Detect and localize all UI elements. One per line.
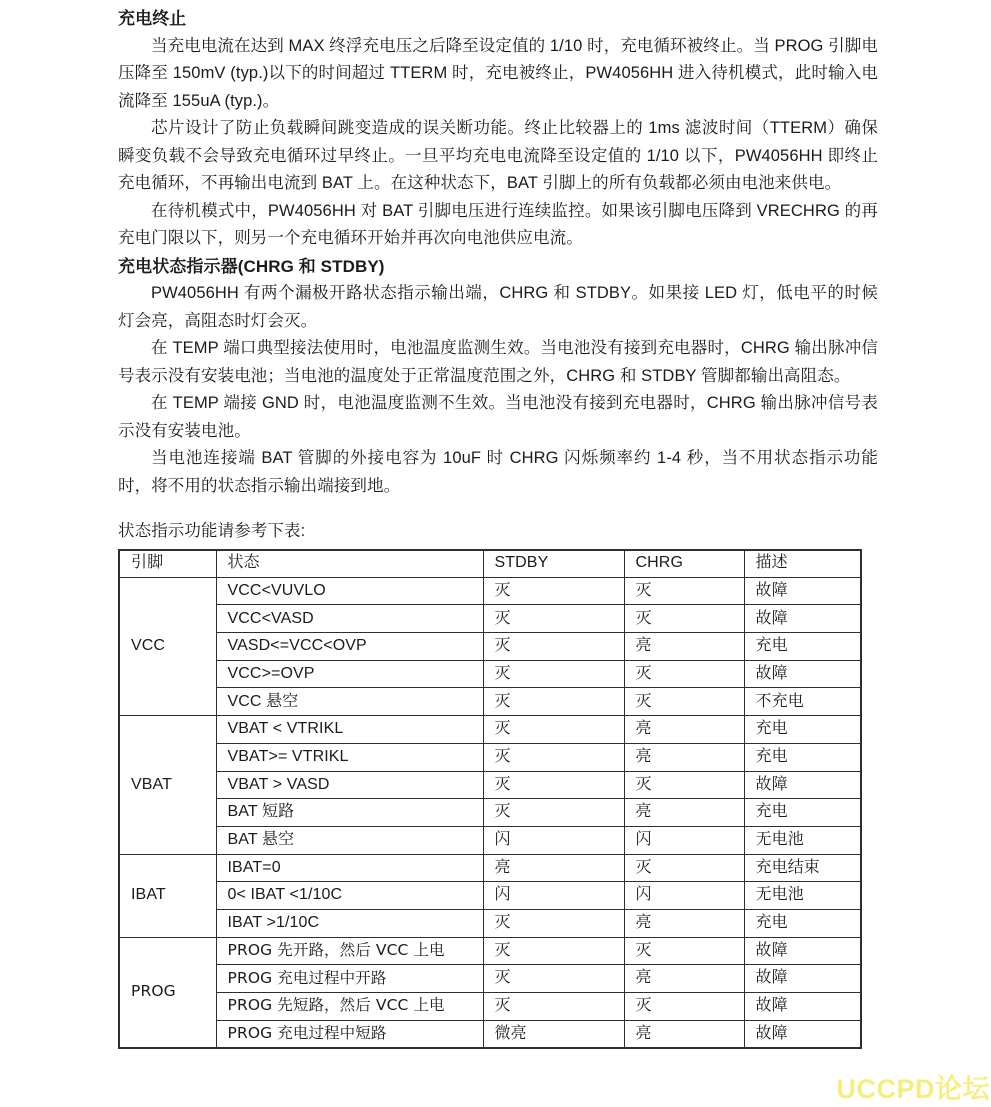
table-cell: 充电 xyxy=(744,799,861,827)
table-cell: 灭 xyxy=(624,854,744,882)
state-cell: VBAT>= VTRIKL xyxy=(216,743,483,771)
table-row xyxy=(119,937,861,965)
table-cell: 充电 xyxy=(744,716,861,744)
table-cell: 故障 xyxy=(744,965,861,993)
table-cell: 故障 xyxy=(744,577,861,605)
section-heading: 充电状态指示器(CHRG 和 STDBY) xyxy=(118,256,385,276)
table-cell: 亮 xyxy=(483,854,624,882)
table-header-cell: 描述 xyxy=(744,550,861,578)
table-cell: 闪 xyxy=(624,882,744,910)
table-header-row xyxy=(119,550,861,578)
state-cell: IBAT=0 xyxy=(216,854,483,882)
table-header-cell: 引脚 xyxy=(119,550,216,578)
state-cell: IBAT >1/10C xyxy=(216,909,483,937)
state-cell: VBAT > VASD xyxy=(216,771,483,799)
table-cell: 灭 xyxy=(483,660,624,688)
table-row xyxy=(119,882,861,910)
table-cell: 亮 xyxy=(624,799,744,827)
table-cell: 灭 xyxy=(483,993,624,1021)
table-cell: 灭 xyxy=(483,743,624,771)
state-cell: 0< IBAT <1/10C xyxy=(216,882,483,910)
table-cell: 无电池 xyxy=(744,826,861,854)
table-cell: 灭 xyxy=(624,577,744,605)
table-cell: 故障 xyxy=(744,993,861,1021)
table-cell: 亮 xyxy=(624,633,744,661)
table-cell: 亮 xyxy=(624,1020,744,1048)
table-cell: 闪 xyxy=(483,882,624,910)
pin-cell: VCC xyxy=(119,577,216,715)
table-row xyxy=(119,854,861,882)
table-cell: 灭 xyxy=(624,605,744,633)
table-cell: 充电 xyxy=(744,633,861,661)
table-intro-line: 状态指示功能请参考下表: xyxy=(118,522,306,540)
table-cell: 灭 xyxy=(483,937,624,965)
body-paragraph: 当充电电流在达到 MAX 终浮充电压之后降至设定值的 1/10 时，充电循环被终止。当 PROG 引脚电压降至 150mV (typ.)以下的时间超过 TTERM 时，充电被终止，PW4056HH 进入待机模式，此时输入电流降至 155uA (typ.)。 xyxy=(118,36,878,110)
table-cell: 闪 xyxy=(483,826,624,854)
section-heading: 充电终止 xyxy=(118,9,187,28)
table-header-cell: CHRG xyxy=(624,550,744,578)
table-row xyxy=(119,716,861,744)
table-header-cell: 状态 xyxy=(216,550,483,578)
table-cell: 灭 xyxy=(624,660,744,688)
table-cell: 灭 xyxy=(624,771,744,799)
table-cell: 灭 xyxy=(483,688,624,716)
state-cell: VCC 悬空 xyxy=(216,688,483,716)
state-cell: VBAT < VTRIKL xyxy=(216,716,483,744)
table-cell: 灭 xyxy=(483,605,624,633)
table-cell: 亮 xyxy=(624,965,744,993)
table-cell: 不充电 xyxy=(744,688,861,716)
body-paragraph: 在 TEMP 端接 GND 时，电池温度监测不生效。当电池没有接到充电器时，CHRG 输出脉冲信号表示没有安装电池。 xyxy=(118,394,878,440)
table-row xyxy=(119,605,861,633)
pin-cell: PROG xyxy=(119,937,216,1048)
table-cell: 灭 xyxy=(483,771,624,799)
table-row xyxy=(119,660,861,688)
table-row xyxy=(119,799,861,827)
state-cell: PROG 充电过程中开路 xyxy=(216,965,483,993)
watermark: UCCPD论坛 xyxy=(836,1074,990,1104)
table-cell: 充电 xyxy=(744,909,861,937)
body-paragraph: 当电池连接端 BAT 管脚的外接电容为 10uF 时 CHRG 闪烁频率约 1-4 秒，当不用状态指示功能时，将不用的状态指示输出端接到地。 xyxy=(118,449,878,495)
table-row xyxy=(119,771,861,799)
table-cell: 闪 xyxy=(624,826,744,854)
table-body xyxy=(119,577,861,1048)
table-row xyxy=(119,826,861,854)
table-cell: 灭 xyxy=(483,909,624,937)
state-cell: VCC<VASD xyxy=(216,605,483,633)
body-paragraph: PW4056HH 有两个漏极开路状态指示输出端，CHRG 和 STDBY。如果接 LED 灯，低电平的时候灯会亮，高阻态时灯会灭。 xyxy=(118,284,878,330)
table-cell: 微亮 xyxy=(483,1020,624,1048)
table-cell: 灭 xyxy=(483,577,624,605)
state-cell: BAT 短路 xyxy=(216,799,483,827)
table-row xyxy=(119,577,861,605)
table-header-cell: STDBY xyxy=(483,550,624,578)
state-cell: VCC<VUVLO xyxy=(216,577,483,605)
text-sections xyxy=(118,5,878,500)
table-cell: 故障 xyxy=(744,660,861,688)
state-cell: PROG 先短路，然后 VCC 上电 xyxy=(216,993,483,1021)
table-cell: 灭 xyxy=(624,688,744,716)
document-body xyxy=(118,5,878,1049)
table-row xyxy=(119,633,861,661)
table-cell: 灭 xyxy=(624,937,744,965)
table-row xyxy=(119,688,861,716)
body-paragraph: 在待机模式中，PW4056HH 对 BAT 引脚电压进行连续监控。如果该引脚电压降到 VRECHRG 的再充电门限以下，则另一个充电循环开始并再次向电池供应电流。 xyxy=(118,201,878,247)
table-cell: 故障 xyxy=(744,771,861,799)
table-row xyxy=(119,1020,861,1048)
table-cell: 充电 xyxy=(744,743,861,771)
body-paragraph: 芯片设计了防止负载瞬间跳变造成的误关断功能。终止比较器上的 1ms 滤波时间（TTERM）确保瞬变负载不会导致充电循环过早终止。一旦平均充电电流降至设定值的 1/10 以下，PW4056HH 即终止充电循环，不再输出电流到 BAT 上。在这种状态下，BAT 引脚上的所有负载都必须由电池来供电。 xyxy=(118,119,878,192)
table-cell: 无电池 xyxy=(744,882,861,910)
table-row xyxy=(119,993,861,1021)
status-indicator-table xyxy=(118,549,862,1049)
table-cell: 灭 xyxy=(624,993,744,1021)
state-cell: BAT 悬空 xyxy=(216,826,483,854)
table-cell: 灭 xyxy=(483,799,624,827)
state-cell: VCC>=OVP xyxy=(216,660,483,688)
table-cell: 故障 xyxy=(744,1020,861,1048)
table-row xyxy=(119,965,861,993)
table-cell: 灭 xyxy=(483,633,624,661)
table-cell: 亮 xyxy=(624,716,744,744)
table-cell: 亮 xyxy=(624,909,744,937)
body-paragraph: 在 TEMP 端口典型接法使用时，电池温度监测生效。当电池没有接到充电器时，CHRG 输出脉冲信号表示没有安装电池；当电池的温度处于正常温度范围之外，CHRG 和 STDBY 管脚都输出高阻态。 xyxy=(118,339,878,385)
state-cell: VASD<=VCC<OVP xyxy=(216,633,483,661)
table-cell: 充电结束 xyxy=(744,854,861,882)
pin-cell: IBAT xyxy=(119,854,216,937)
state-cell: PROG 先开路，然后 VCC 上电 xyxy=(216,937,483,965)
table-cell: 故障 xyxy=(744,937,861,965)
table-cell: 亮 xyxy=(624,743,744,771)
table-cell: 故障 xyxy=(744,605,861,633)
state-cell: PROG 充电过程中短路 xyxy=(216,1020,483,1048)
table-row xyxy=(119,743,861,771)
table-cell: 灭 xyxy=(483,716,624,744)
table-cell: 灭 xyxy=(483,965,624,993)
pin-cell: VBAT xyxy=(119,716,216,854)
table-row xyxy=(119,909,861,937)
